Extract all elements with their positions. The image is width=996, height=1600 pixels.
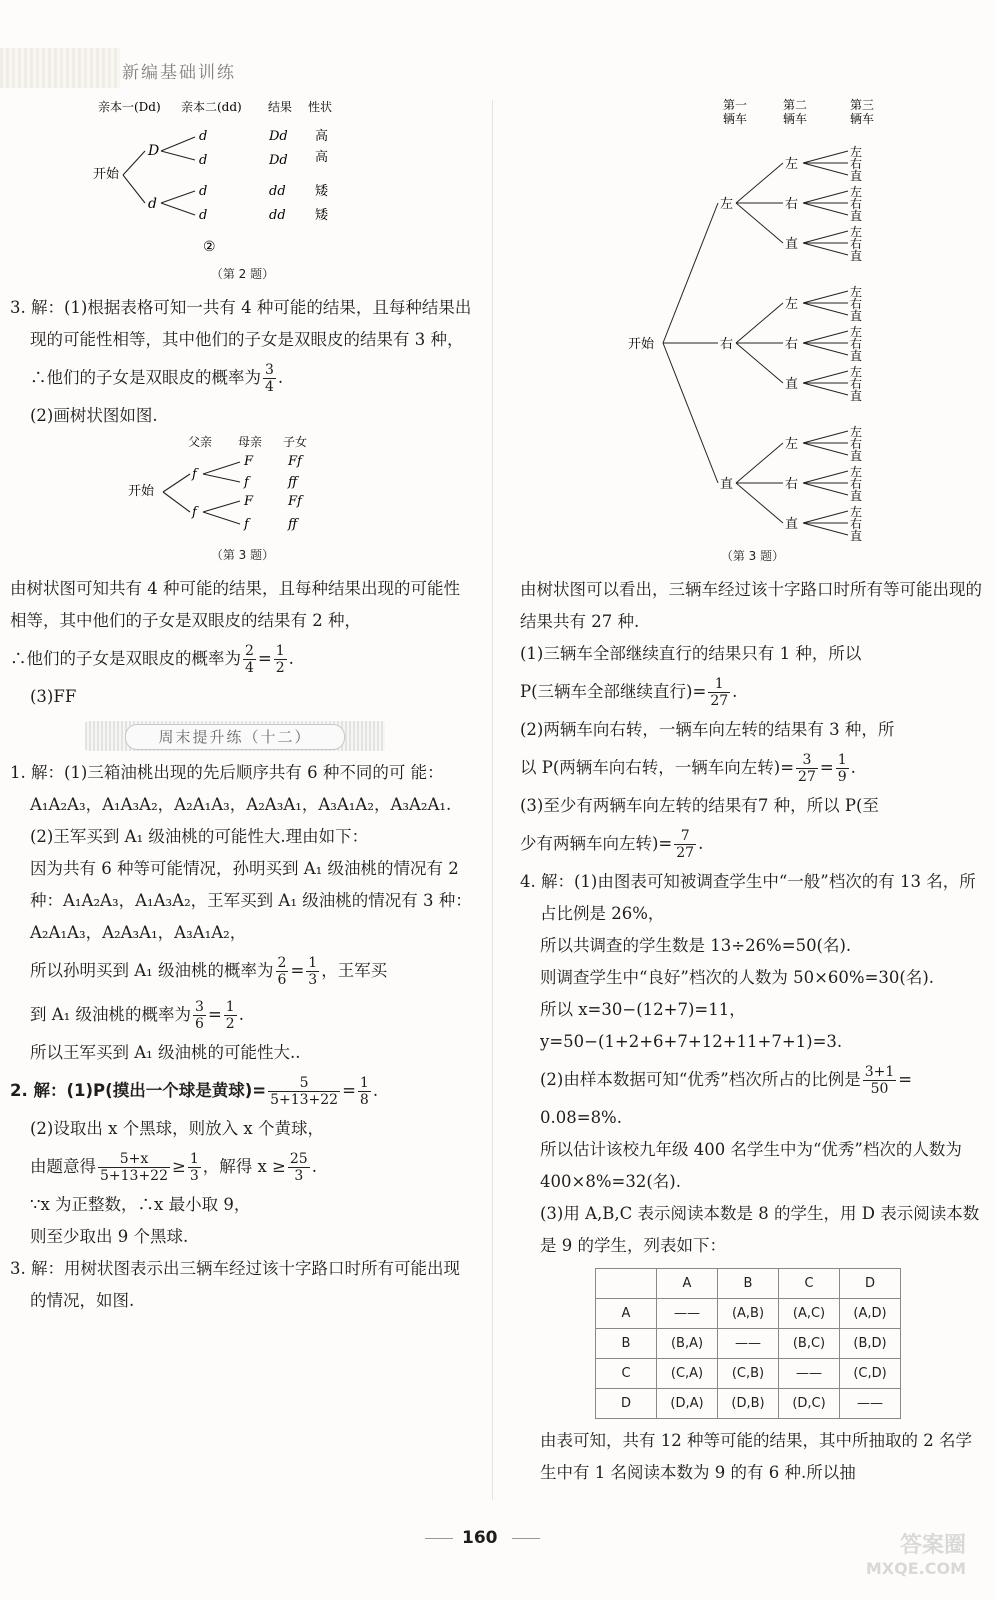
table-cell: A <box>596 1299 657 1329</box>
answer-3-part1: 3. 解：(1)根据表格可知一共有 4 种可能的结果，且每种结果出现的可能性相等，其中他们的子女是双眼皮的结果有 3 种， <box>10 298 472 349</box>
weekend-answer-1-prob2: 到 A₁ 级油桃的概率为 $\frac{3}{6}$ = $\frac{1}{2}$ . <box>30 999 244 1032</box>
answer-3-part2: (2)两辆车向右转，一辆车向左转的结果有 3 种，所 <box>520 720 895 739</box>
tree-node-level1: 左 <box>719 197 733 212</box>
weekend-answer-2-conclusion: 则至少取出 9 个黑球. <box>30 1227 189 1246</box>
page-number: 160 <box>462 1528 498 1548</box>
answer-3-part1: (1)三辆车全部继续直行的结果只有 1 种，所以 <box>520 644 862 663</box>
fraction: $\frac{1}{3}$ <box>189 1151 199 1184</box>
fraction: $\frac{3}{27}$ <box>798 752 816 785</box>
tree-node-level1: 直 <box>719 477 733 492</box>
tree-header: 第一 <box>722 98 747 112</box>
tree-node-level3: 右 <box>849 237 862 251</box>
tree-node-level2: 直 <box>784 377 798 392</box>
tree-branch <box>803 511 848 523</box>
answer-3-conclusion: 由树状图可知共有 4 种可能的结果，且每种结果出现的可能性相等，其中他们的子女是双眼皮的结果有 2 种， <box>10 579 460 630</box>
tree2-node: d <box>147 196 157 212</box>
weekend-answer-2: 2. 解：(1)P(摸出一个球是黄球)= $\frac{5}{5+13+22}$ = $\frac{1}{8}$ . <box>10 1075 379 1108</box>
tree-branch <box>736 303 783 343</box>
table-row <box>596 1359 901 1389</box>
tree3-result: ff <box>287 475 297 490</box>
tree-node-level3: 左 <box>849 225 862 239</box>
answer-4-part3: (3)用 A,B,C 表示阅读本数是 8 的学生，用 D 表示阅读本数是 9 的学生，列表如下： <box>540 1204 980 1255</box>
tree3-node: F <box>243 454 253 469</box>
tree3-node: f <box>191 505 197 520</box>
right-column <box>520 95 985 1489</box>
tree3-header: 子女 <box>282 435 307 449</box>
fraction: $\frac{1}{2}$ <box>225 999 235 1032</box>
tree3-start: 开始 <box>127 484 154 499</box>
tree-branch <box>663 343 718 483</box>
header-decoration <box>0 48 120 88</box>
tree2-trait: 高 <box>314 150 328 165</box>
tree-node-level3: 直 <box>849 529 862 543</box>
weekend-answer-1-reason: 因为共有 6 种等可能情况，孙明买到 A₁ 级油桃的情况有 2 种：A₁A₂A₃，A₁A₃A₂，王军买到 A₁ 级油桃的情况有 3 种：A₂A₁A₃，A₂A₃A₁，A₃A₁A₂， <box>30 859 472 942</box>
fraction: $\frac{5}{5+13+22}$ <box>270 1075 339 1108</box>
tree-branch <box>803 231 848 243</box>
tree-branch <box>803 471 848 483</box>
tree-branch <box>736 203 783 243</box>
table-cell: (D,A) <box>657 1389 718 1419</box>
table-cell: —— <box>779 1359 840 1389</box>
table-cell: —— <box>718 1329 779 1359</box>
tree-branch <box>736 163 783 203</box>
tree-node-level2: 右 <box>784 337 798 352</box>
table-cell: (A,B) <box>718 1299 779 1329</box>
table-cell <box>596 1269 657 1299</box>
answer-4-conclusion: 由表可知，共有 12 种等可能的结果，其中所抽取的 2 名学生中有 1 名阅读本数为 9 的有 6 种.所以抽 <box>540 1431 972 1482</box>
answer-4-good: 则调查学生中“良好”档次的人数为 50×60%=30(名). <box>540 968 935 987</box>
answer-3-prob3: 少有两辆车向左转)= $\frac{7}{27}$ . <box>520 828 704 861</box>
tree-header: 第三 <box>849 98 874 112</box>
section-title: 周末提升练（十二） <box>125 724 345 750</box>
fraction: $\frac{5+x}{5+13+22}$ <box>100 1151 168 1184</box>
table-cell: (B,A) <box>657 1329 718 1359</box>
tree-diagram-q2 <box>93 95 393 263</box>
tree-header: 第二 <box>782 98 807 112</box>
tree-branch <box>803 371 848 383</box>
table-row <box>596 1389 901 1419</box>
fraction: $\frac{1}{9}$ <box>837 752 847 785</box>
tree-branch <box>803 523 848 535</box>
tree-branch <box>736 483 783 523</box>
fraction: $\frac{2}{4}$ <box>245 643 254 676</box>
tree-node-level3: 右 <box>849 377 862 391</box>
tree2-node: D <box>147 143 159 159</box>
tree-node-level3: 右 <box>849 157 862 171</box>
tree2-result: Dd <box>268 153 288 168</box>
fraction: $\frac{1}{27}$ <box>710 676 729 709</box>
weekend-answer-1-part2: (2)王军买到 A₁ 级油桃的可能性大.理由如下： <box>30 827 369 846</box>
tree-node-level3: 左 <box>849 365 862 379</box>
tree-node-level3: 左 <box>849 145 862 159</box>
weekend-answer-1: 1. 解：(1)三箱油桃出现的先后顺序共有 6 种不同的可 能：A₁A₂A₃，A₁A₃A₂，A₂A₁A₃，A₂A₃A₁，A₃A₁A₂，A₃A₂A₁. <box>10 763 452 814</box>
tree-node-level3: 右 <box>849 437 862 451</box>
weekend-answer-2-inequality: 由题意得 $\frac{5+x}{5+13+22}$ ≥ $\frac{1}{3}$ ，解得 x ≥ $\frac{25}{3}$ . <box>30 1151 317 1184</box>
tree-branch <box>803 483 848 495</box>
table-cell: —— <box>840 1389 901 1419</box>
tree2-node: d <box>198 153 207 168</box>
weekend-answer-3: 3. 解：用树状图表示出三辆车经过该十字路口时所有可能出现的情况，如图. <box>10 1259 460 1310</box>
pair-table <box>595 1268 901 1419</box>
tree-branch <box>803 303 848 315</box>
table-cell: C <box>779 1269 840 1299</box>
fraction: $\frac{1}{2}$ <box>275 643 285 676</box>
tree-node-level3: 右 <box>849 297 862 311</box>
tree2-header: 亲本一(Dd) <box>97 100 161 114</box>
weekend-answer-1-conclusion: 所以王军买到 A₁ 级油桃的可能性大.. <box>30 1043 301 1062</box>
answer-3-part3: (3)至少有两辆车向左转的结果有7 种，所以 P(至 <box>520 796 879 815</box>
page-number-rule <box>425 1538 453 1539</box>
fraction: $\frac{3}{4}$ <box>265 362 274 395</box>
tree-node-level2: 左 <box>784 157 798 172</box>
table-row <box>596 1329 901 1359</box>
answer-4-percent: 0.08=8%. <box>540 1108 622 1127</box>
tree2-header: 性状 <box>307 100 332 114</box>
table-cell: (A,D) <box>840 1299 901 1329</box>
weekend-answer-2-integer: ∵x 为正整数，∴x 最小取 9， <box>30 1195 251 1214</box>
fraction: $\frac{25}{3}$ <box>289 1151 308 1184</box>
watermark-logo: 答案圈 MXQE.COM <box>865 1533 966 1578</box>
tree-node-level3: 左 <box>849 465 862 479</box>
tree-branch <box>803 331 848 343</box>
tree2-node: d <box>198 208 207 223</box>
answer-3-summary: 由树状图可以看出，三辆车经过该十字路口时所有等可能出现的结果共有 27 种. <box>520 580 982 631</box>
tree-node-level3: 左 <box>849 425 862 439</box>
tree-branch <box>803 291 848 303</box>
tree-branch <box>803 191 848 203</box>
table-cell: (C,B) <box>718 1359 779 1389</box>
fraction: $\frac{1}{3}$ <box>308 955 318 988</box>
tree-diagram-three-cars <box>628 95 878 545</box>
answer-4: 4. 解：(1)由图表可知被调查学生中“一般”档次的有 13 名，所占比例是 26%， <box>520 872 976 923</box>
answer-3-prob1: P(三辆车全部继续直行)= $\frac{1}{27}$ . <box>520 676 738 709</box>
book-title: 新编基础训练 <box>122 63 236 83</box>
tree-node-level3: 左 <box>849 185 862 199</box>
tree2-header: 亲本二(dd) <box>180 100 242 114</box>
table-cell: (D,B) <box>718 1389 779 1419</box>
fraction: $\frac{1}{8}$ <box>359 1075 369 1108</box>
tree-node-level2: 直 <box>784 237 798 252</box>
figure-caption: （第 2 题） <box>210 267 275 281</box>
table-cell: (D,C) <box>779 1389 840 1419</box>
answer-3-prob: ∴他们的子女是双眼皮的概率为 $\frac{3}{4}$ . <box>30 362 284 395</box>
tree2-header: 结果 <box>267 100 292 114</box>
tree3-node: f <box>243 475 249 490</box>
figure-caption: （第 3 题） <box>720 549 785 563</box>
answer-3-part2: (2)画树状图如图. <box>30 406 158 425</box>
tree-branch <box>803 431 848 443</box>
tree2-node: d <box>198 129 207 144</box>
answer-4-total: 所以共调查的学生数是 13÷26%=50(名). <box>540 936 852 955</box>
tree-header: 辆车 <box>722 112 747 126</box>
tree-branch <box>803 383 848 395</box>
tree-branch <box>736 443 783 483</box>
table-cell: C <box>596 1359 657 1389</box>
weekend-answer-2-part2: (2)设取出 x 个黑球，则放入 x 个黄球， <box>30 1119 324 1138</box>
table-cell: A <box>657 1269 718 1299</box>
answer-3-prob2: 以 P(两辆车向右转，一辆车向左转)= $\frac{3}{27}$ = $\frac{1}{9}$ . <box>520 752 856 785</box>
table-cell: B <box>718 1269 779 1299</box>
answer-4-estimate: 所以估计该校九年级 400 名学生中为“优秀”档次的人数为 400×8%=32(名). <box>540 1140 962 1191</box>
tree-branch <box>803 343 848 355</box>
tree-node-level2: 左 <box>784 437 798 452</box>
tree-node-level3: 右 <box>849 337 862 351</box>
tree2-mark: ② <box>202 239 216 255</box>
tree2-result: dd <box>268 184 286 199</box>
tree2-trait: 高 <box>314 129 328 144</box>
tree-node-level3: 直 <box>849 249 862 263</box>
tree-header: 辆车 <box>782 112 807 126</box>
column-divider <box>492 100 493 1500</box>
table-cell: (B,C) <box>779 1329 840 1359</box>
tree-node-level3: 直 <box>849 209 862 223</box>
tree-header: 辆车 <box>849 112 874 126</box>
tree3-result: Ff <box>287 454 302 469</box>
tree-branch <box>663 203 718 343</box>
fraction: $\frac{3+1}{50}$ <box>864 1064 895 1097</box>
tree-node-level3: 直 <box>849 169 862 183</box>
tree-node-level3: 右 <box>849 197 862 211</box>
tree3-header: 母亲 <box>237 435 262 449</box>
tree3-node: f <box>191 467 197 482</box>
fraction: $\frac{2}{6}$ <box>277 955 287 988</box>
figure-caption: （第 3 题） <box>210 548 275 562</box>
tree-node-level3: 左 <box>849 285 862 299</box>
tree-branch <box>803 163 848 175</box>
tree2-trait: 矮 <box>314 208 328 223</box>
tree-branch <box>803 443 848 455</box>
table-cell: D <box>596 1389 657 1419</box>
answer-3-prob2: ∴他们的子女是双眼皮的概率为 $\frac{2}{4}$ = $\frac{1}{2}$ . <box>10 643 294 676</box>
table-cell: (C,A) <box>657 1359 718 1389</box>
tree-node-level3: 直 <box>849 309 862 323</box>
tree-node-level3: 直 <box>849 349 862 363</box>
weekend-answer-1-prob: 所以孙明买到 A₁ 级油桃的概率为 $\frac{2}{6}$ = $\frac{1}{3}$ ，王军买 <box>30 955 388 988</box>
fraction: $\frac{3}{6}$ <box>195 999 204 1032</box>
tree-node-level2: 右 <box>784 477 798 492</box>
tree-node-level3: 直 <box>849 489 862 503</box>
tree3-node: f <box>243 517 249 532</box>
table-cell: (B,D) <box>840 1329 901 1359</box>
tree2-node: d <box>198 184 207 199</box>
tree-node-level3: 直 <box>849 389 862 403</box>
tree-node-level3: 左 <box>849 325 862 339</box>
tree-node-level3: 直 <box>849 449 862 463</box>
tree3-header: 父亲 <box>187 435 212 449</box>
tree-diagram-q3 <box>128 432 358 544</box>
fraction: $\frac{7}{27}$ <box>676 828 695 861</box>
table-cell: (C,D) <box>840 1359 901 1389</box>
tree-node-level2: 直 <box>784 517 798 532</box>
table-cell: —— <box>657 1299 718 1329</box>
tree2-result: Dd <box>268 129 288 144</box>
table-cell: D <box>840 1269 901 1299</box>
page-number-rule <box>512 1538 540 1539</box>
tree2-trait: 矮 <box>314 184 328 199</box>
tree-start: 开始 <box>627 337 654 352</box>
answer-4-xy: 所以 x=30−(12+7)=11，y=50−(1+2+6+7+12+11+7+1)=3. <box>540 1000 843 1051</box>
tree3-result: ff <box>287 517 297 532</box>
table-row <box>596 1299 901 1329</box>
table-row <box>596 1269 901 1299</box>
tree3-result: Ff <box>287 494 302 509</box>
tree-branch <box>736 343 783 383</box>
tree-node-level3: 右 <box>849 477 862 491</box>
tree-branch <box>803 203 848 215</box>
tree-node-level3: 左 <box>849 505 862 519</box>
tree-branch <box>803 151 848 163</box>
tree-branch <box>803 243 848 255</box>
tree2-start: 开始 <box>92 167 119 182</box>
left-column <box>10 95 475 1317</box>
answer-3-part3: (3)FF <box>30 687 77 706</box>
tree-node-level2: 左 <box>784 297 798 312</box>
tree-node-level3: 右 <box>849 517 862 531</box>
answer-4-excellent-ratio: (2)由样本数据可知“优秀”档次所占的比例是 $\frac{3+1}{50}$ = <box>540 1064 913 1097</box>
table-cell: B <box>596 1329 657 1359</box>
tree3-node: F <box>243 494 253 509</box>
section-banner <box>85 721 385 751</box>
table-cell: (A,C) <box>779 1299 840 1329</box>
tree-node-level2: 右 <box>784 197 798 212</box>
tree-node-level1: 右 <box>719 337 733 352</box>
tree2-result: dd <box>268 208 286 223</box>
